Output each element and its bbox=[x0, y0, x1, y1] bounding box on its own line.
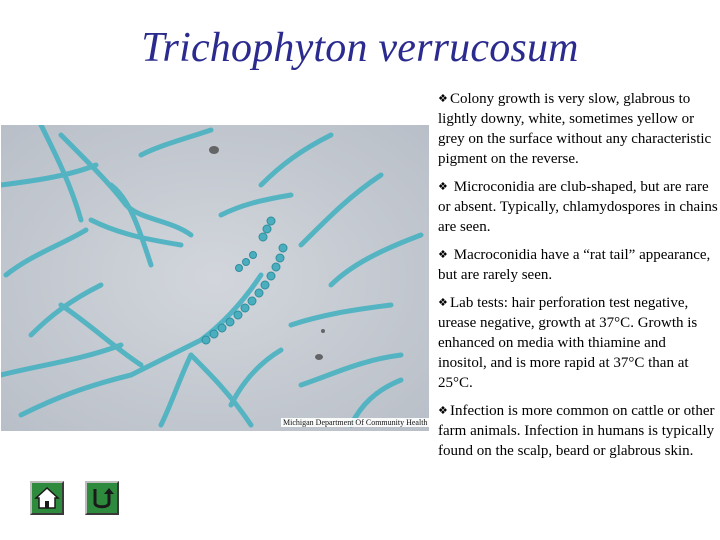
bullet-text: Microconidia are club-shaped, but are rare or absent. Typically, chlamydospores in chains are seen. bbox=[438, 179, 718, 235]
home-button[interactable] bbox=[30, 481, 64, 515]
bullet-text: Infection is more common on cattle or other farm animals. Infection in humans is typically found on the scalp, beard or glabrous skin. bbox=[438, 403, 715, 459]
home-icon bbox=[32, 483, 62, 513]
bullet-text: Macroconidia have a “rat tail” appearance, but are rarely seen. bbox=[438, 247, 711, 283]
return-button[interactable] bbox=[85, 481, 119, 515]
list-item bbox=[438, 89, 718, 169]
diamond-bullet-icon: ❖ bbox=[438, 297, 448, 309]
diamond-bullet-icon: ❖ bbox=[438, 181, 448, 193]
bullet-list bbox=[438, 89, 718, 469]
list-item bbox=[438, 245, 718, 285]
diamond-bullet-icon: ❖ bbox=[438, 405, 448, 417]
bullet-text: Colony growth is very slow, glabrous to lightly downy, white, sometimes yellow or grey on the surface without any characteristic pigment on the reverse. bbox=[438, 91, 712, 167]
diamond-bullet-icon: ❖ bbox=[438, 249, 448, 261]
diamond-bullet-icon: ❖ bbox=[438, 93, 448, 105]
slide-title: Trichophyton verrucosum bbox=[141, 25, 579, 71]
bullet-text: Lab tests: hair perforation test negative, urease negative, growth at 37°C. Growth is enhanced on media with thiamine and inositol, and is more rapid at 37°C than at 25°C. bbox=[438, 295, 698, 391]
return-arrow-icon bbox=[87, 483, 117, 513]
micrograph-image bbox=[1, 125, 429, 431]
list-item bbox=[438, 293, 718, 393]
list-item bbox=[438, 401, 718, 461]
list-item bbox=[438, 177, 718, 237]
image-credit: Michigan Department Of Community Health bbox=[283, 418, 428, 427]
